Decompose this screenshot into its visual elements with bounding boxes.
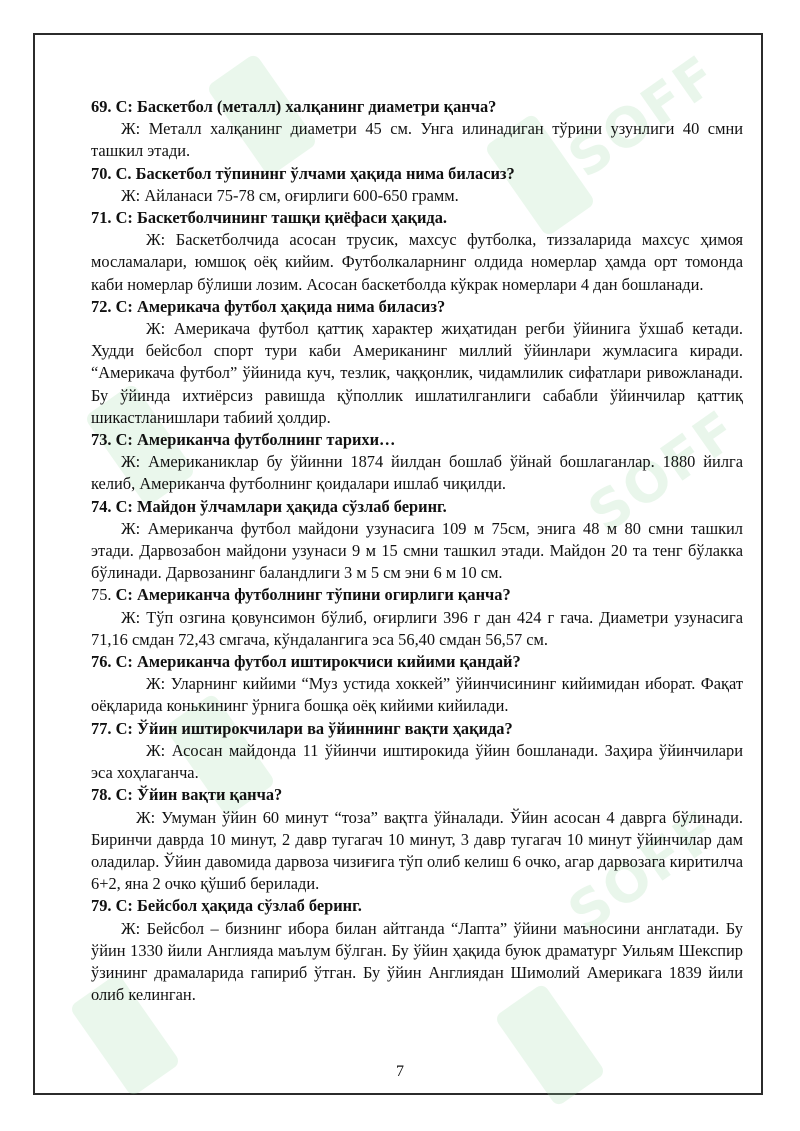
answer: Ж: Умуман ўйин 60 минут “тоза” вақтга ўйналади. Ўйин асосан 4 даврга бўлинади. Биринчи даврда 10 минут, 2 давр тугагач 10 минут, 3 давр тугагач 10 минут ўйинчилар дам оладилар. Ўйин давомида дарвоза чизиғига тўп олиб келиш 6 очко, агар дарвозага киритилча 6+2, яна 2 очко қўшиб берилади. (91, 807, 744, 894)
answer: Ж: Айланаси 75-78 см, оғирлиги 600-650 грамм. (121, 185, 459, 205)
qa-item-75 (91, 584, 743, 651)
qa-content (91, 96, 743, 1006)
qa-item-76 (91, 651, 743, 718)
answer: Ж: Тўп озгина қовунсимон бўлиб, оғирлиги 396 г дан 424 г гача. Диаметри узунасига 71,16 смдан 72,43 смгача, кўндалангига эса 56,40 смдан 56,57 см. (91, 607, 743, 649)
answer: Ж: Уларнинг кийими “Муз устида хоккей” ўйинчисининг кийимидан иборат. Фақат оёқларида конькининг ўрнига бошқа оёқ кийими кийилади. (91, 674, 743, 716)
answer: Ж: Америкача футбол қаттиқ характер жиҳатидан регби ўйинига ўхшаб кетади. Худди бейсбол спорт тури каби Американинг миллий ўйинлари жумласига киради. “Америкача футбол” ўйинида куч, тезлик, чаққонлик, чидамлилик сифатлари ривожланади. Бу ўйинда ихтиёрсиз равишда қўполлик ишлатилганлиги сабабли ўйинчилар қаттиқ шикастланишлари табиий ҳолдир. (91, 319, 743, 427)
qa-item-74 (91, 496, 743, 585)
question (91, 584, 743, 606)
question: 72. С: Америкача футбол ҳақида нима биласиз? (91, 296, 446, 316)
page-number: 7 (396, 1063, 404, 1080)
question: 73. С: Американча футболнинг тарихи… (91, 430, 396, 450)
question: 69. С: Баскетбол (металл) халқанинг диаметри қанча? (91, 97, 497, 116)
qa-item-70 (91, 163, 743, 207)
answer: Ж: Баскетболчида асосан трусик, махсус футболка, тиззаларида махсус ҳимоя мосламалари, юмшоқ оёқ кийим. Футболкаларнинг олдида номерлар ҳамда орт томонда каби номерлар бўлиши лозим. Асосан баскетболда кўкрак номерлари 4 дан бошланади. (91, 230, 743, 294)
question: 79. С: Бейсбол ҳақида сўзлаб беринг. (91, 896, 362, 916)
qa-item-69 (91, 96, 743, 163)
answer: Ж: Асосан майдонда 11 ўйинчи иштирокида ўйин бошланади. Заҳира ўйинчилари эса хоҳлаганча. (91, 740, 743, 783)
question-number: 75. (91, 585, 112, 605)
qa-item-78 (91, 784, 743, 895)
question: 77. С: Ўйин иштирокчилари ва ўйиннинг вақти ҳақида? (91, 718, 513, 738)
watermark-text: SOFF (576, 397, 750, 546)
question: 70. С. Баскетбол тўпининг ўлчами ҳақида нима биласиз? (91, 163, 515, 183)
qa-item-72 (91, 296, 743, 429)
answer: Ж: Металл халқанинг диаметри 45 см. Унга илинадиган тўрини узунлиги 40 смни ташкил этади. (91, 119, 743, 161)
question: 74. С: Майдон ўлчамлари ҳақида сўзлаб беринг. (91, 496, 447, 516)
question: 76. С: Американча футбол иштирокчиси кийими қандай? (91, 652, 521, 672)
answer: Ж: Американча футбол майдони узунасига 109 м 75см, энига 48 м 80 смни ташкил этади. Дарвозабон майдони узунаси 9 м 15 смни ташкил этади. Майдон 20 та тенг бўлакка бўлинади. Дарвозанинг баландлиги 3 м 5 см эни 6 м 10 см. (91, 518, 743, 583)
question-text: С: Американча футболнинг тўпини огирлиги қанча? (111, 585, 511, 605)
qa-item-73 (91, 429, 743, 496)
watermark-text: SOFF (556, 797, 730, 946)
watermark-text: SOFF (556, 42, 730, 191)
question: 71. С: Баскетболчининг ташқи қиёфаси ҳақида. (91, 208, 448, 228)
answer: Ж: Бейсбол – бизнинг ибора билан айтганда “Лапта” ўйини маъносини англатади. Бу ўйин 1330 йили Англияда маълум бўлган. Бу ўйин ҳақида буюк драматург Уильям Шекспир ўзининг драмаларида гапириб ўтган. Бу ўйин Англиядан Шимолий Америкага 1839 йили олиб келинган. (91, 918, 743, 1005)
qa-item-71 (91, 207, 743, 296)
question: 78. С: Ўйин вақти қанча? (91, 785, 283, 805)
qa-item-77 (91, 718, 743, 785)
qa-item-79 (91, 895, 743, 1006)
answer: Ж: Американиклар бу ўйинни 1874 йилдан бошлаб ўйнай бошлаганлар. 1880 йилга келиб, Американча футболнинг қоидалари ишлаб чиқилди. (91, 452, 743, 494)
